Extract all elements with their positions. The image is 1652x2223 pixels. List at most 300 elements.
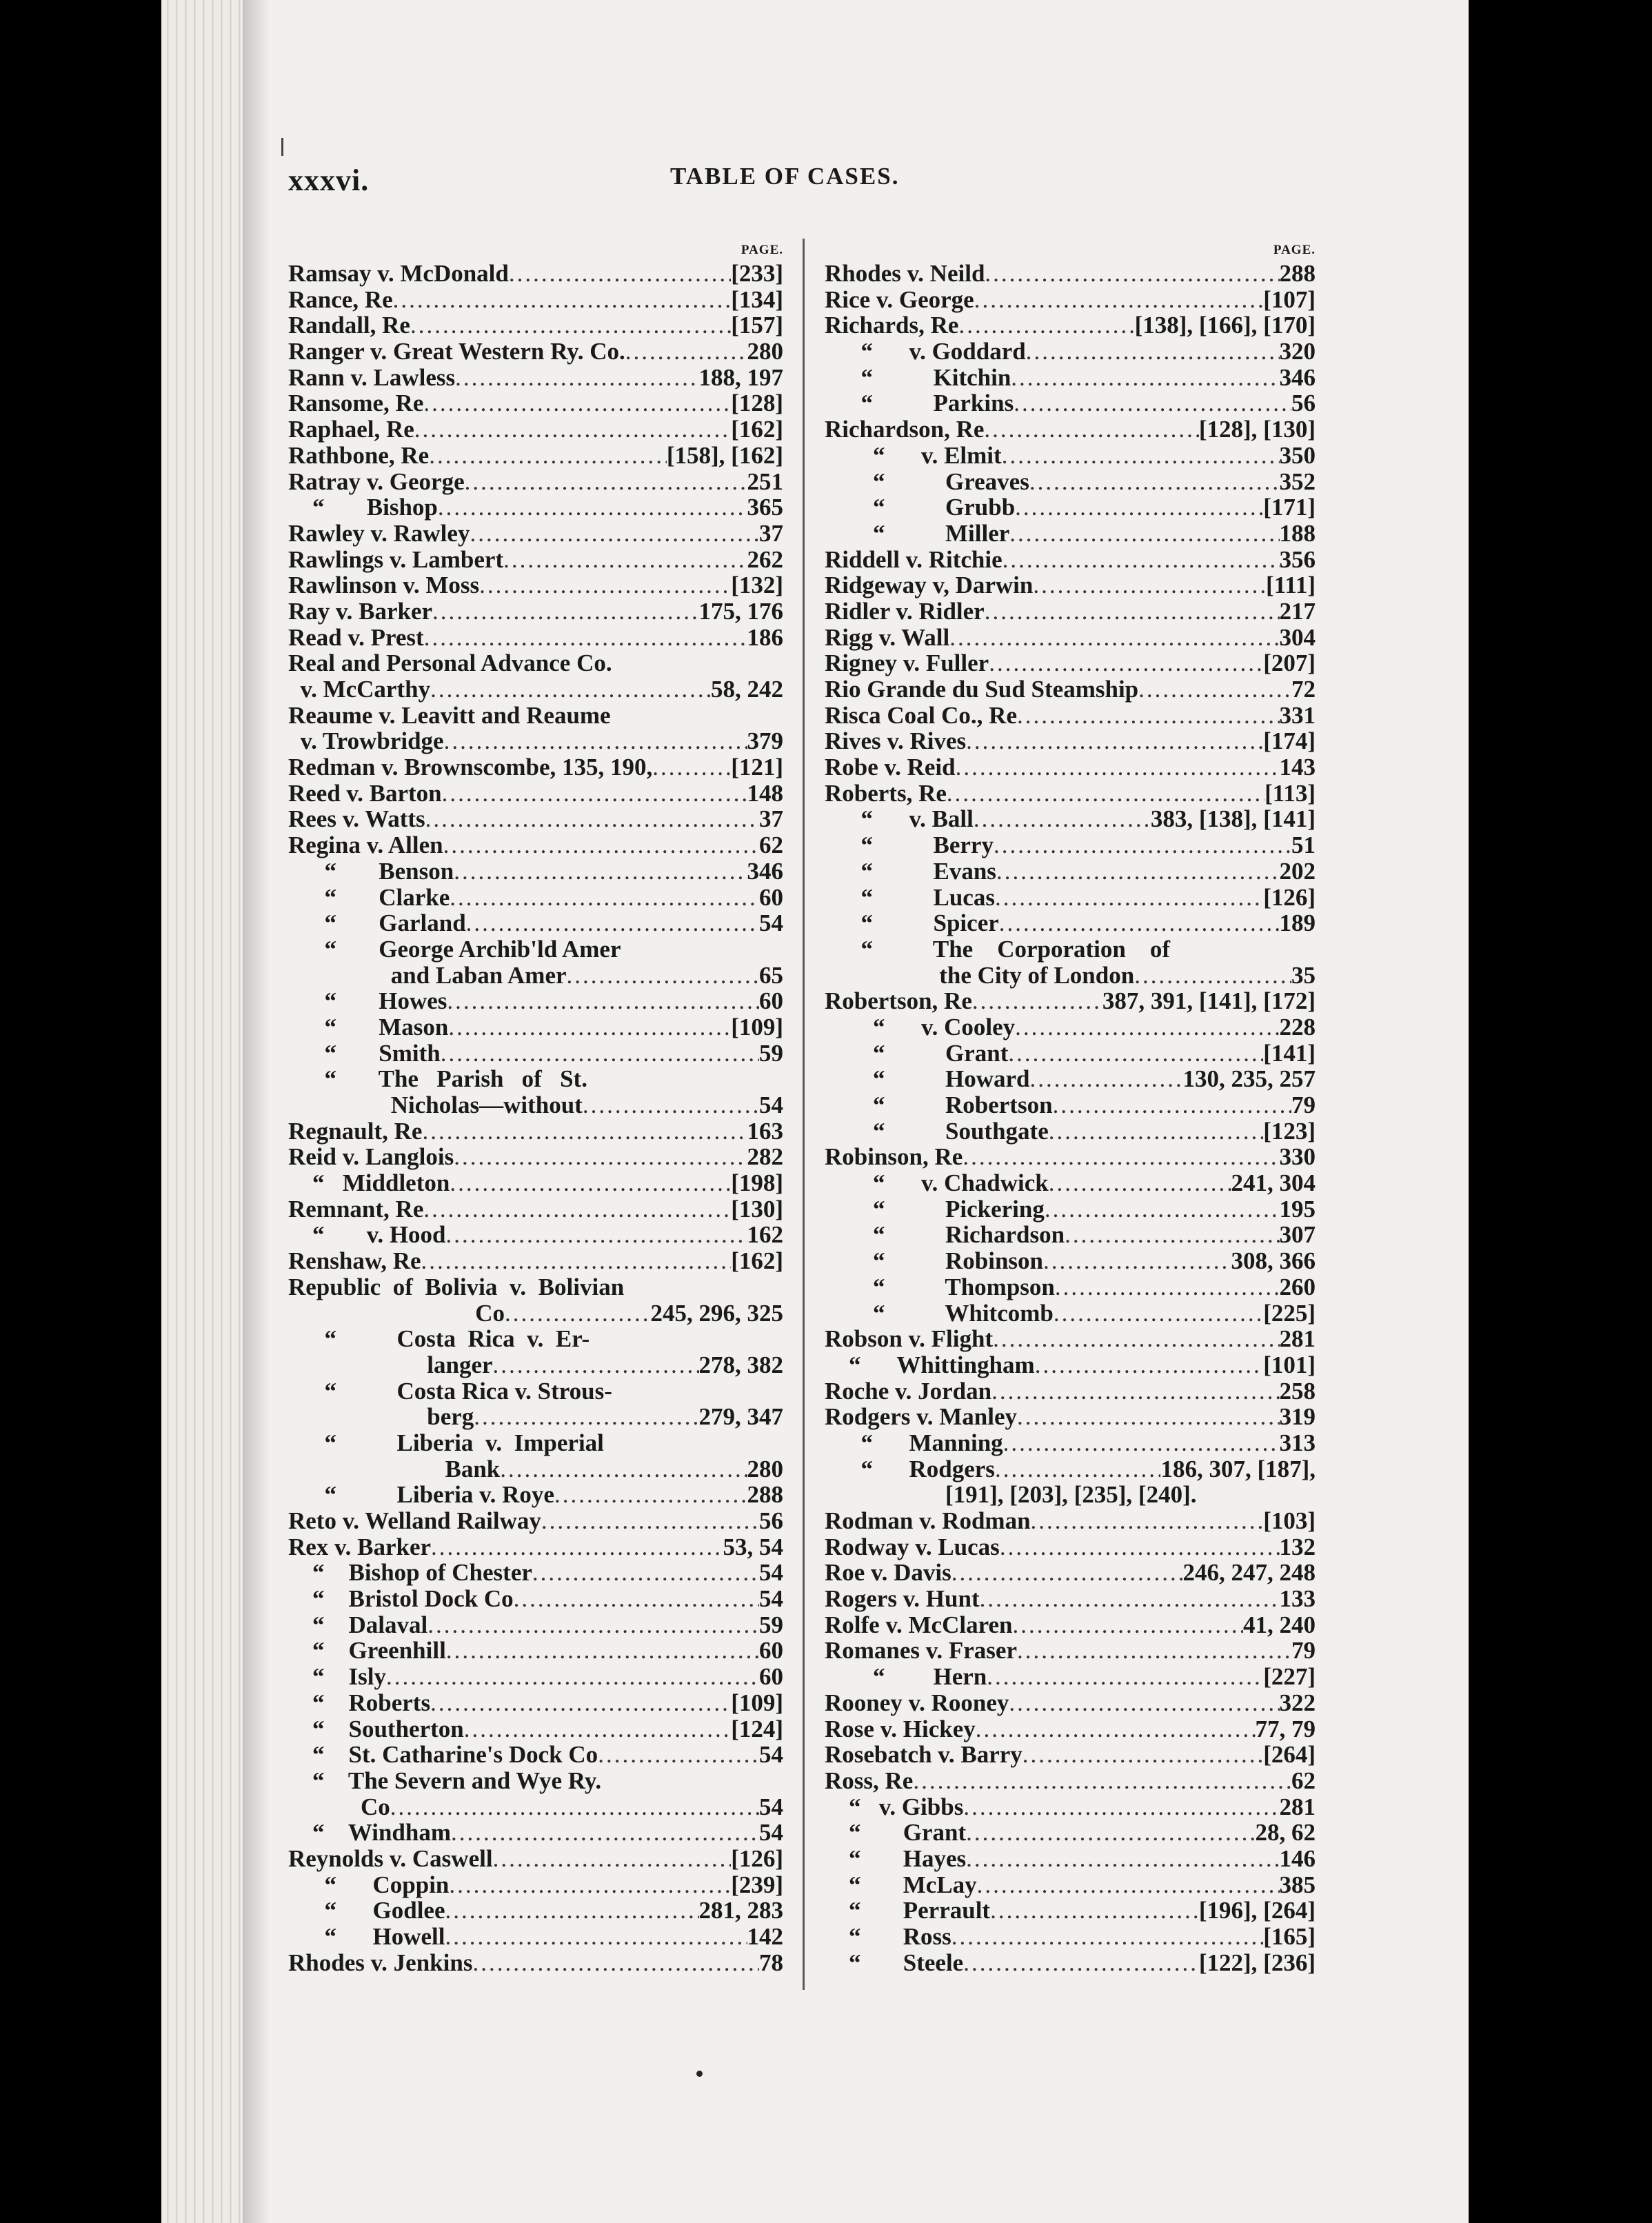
page-ref: [171] xyxy=(1263,494,1316,521)
case-name: “ v. Chadwick xyxy=(825,1169,1049,1197)
page-ref: 288 xyxy=(747,1481,783,1509)
case-entry xyxy=(288,1768,783,1794)
page-ref: 350 xyxy=(1279,441,1316,469)
case-entry xyxy=(288,858,783,885)
dot-leader xyxy=(1035,1352,1264,1378)
page-ref: 60 xyxy=(759,1637,783,1664)
case-entry xyxy=(825,1560,1316,1586)
case-name: “ Bishop xyxy=(288,494,438,521)
case-name: Roche v. Jordan xyxy=(825,1377,992,1405)
case-name: Redman v. Brownscombe, 135, 190, xyxy=(288,754,653,781)
case-entry xyxy=(825,936,1316,963)
case-list xyxy=(825,261,1316,1975)
page-ref: [111] xyxy=(1266,572,1316,599)
case-name: Rees v. Watts xyxy=(288,805,425,833)
dot-leader xyxy=(423,1196,731,1223)
case-name: “ Isly xyxy=(288,1663,386,1691)
case-entry xyxy=(288,598,783,625)
dot-leader xyxy=(466,910,759,936)
case-name: “ Howell xyxy=(288,1923,445,1950)
case-entry xyxy=(825,885,1316,911)
case-entry xyxy=(825,1950,1316,1976)
dot-leader xyxy=(991,1378,1279,1405)
page-ref: 387, 391, [141], [172] xyxy=(1102,987,1316,1015)
page-ref: 282 xyxy=(747,1143,783,1171)
case-name: “ Bristol Dock Co xyxy=(288,1585,514,1613)
case-name: Raphael, Re xyxy=(288,416,414,443)
case-name: berg xyxy=(288,1403,474,1431)
dot-leader xyxy=(1023,1742,1263,1768)
case-entry xyxy=(288,676,783,703)
case-entry xyxy=(288,1820,783,1846)
page-ref: 258 xyxy=(1279,1377,1316,1405)
case-name: “ Roberts xyxy=(288,1689,431,1716)
case-entry xyxy=(825,1612,1316,1638)
page-ref: 72 xyxy=(1291,676,1316,703)
case-entry xyxy=(288,781,783,807)
dot-leader xyxy=(455,365,698,391)
right-column xyxy=(825,243,1316,1975)
dot-leader xyxy=(999,910,1280,936)
case-name: “ v. Elmit xyxy=(825,441,1002,469)
case-entry xyxy=(288,1846,783,1872)
case-entry xyxy=(288,1898,783,1924)
case-entry xyxy=(825,1690,1316,1716)
case-entry xyxy=(288,1586,783,1612)
case-entry xyxy=(825,312,1316,339)
case-entry xyxy=(825,1300,1316,1327)
case-name: “ Godlee xyxy=(288,1897,445,1924)
dot-leader xyxy=(430,1690,731,1716)
case-name: “ Liberia v. Imperial xyxy=(288,1429,604,1456)
case-name: Rolfe v. McClaren xyxy=(825,1611,1013,1638)
page-ref: 56 xyxy=(1291,390,1316,417)
case-name: Robson v. Flight xyxy=(825,1325,994,1353)
case-name: Rives v. Rives xyxy=(825,727,967,755)
case-entry xyxy=(288,1170,783,1196)
case-name: Ramsay v. McDonald xyxy=(288,260,509,287)
page-ref: 202 xyxy=(1279,857,1316,885)
case-name: “ Costa Rica v. Er- xyxy=(288,1325,590,1353)
page-ref: [162] xyxy=(731,1247,783,1275)
case-entry xyxy=(288,936,783,963)
page-ref: 54 xyxy=(759,1793,783,1820)
page-ref: 60 xyxy=(759,1663,783,1691)
dot-leader xyxy=(963,1144,1279,1170)
case-name: Rose v. Hickey xyxy=(825,1715,976,1742)
case-entry xyxy=(825,1248,1316,1274)
page-ref: 365 xyxy=(747,494,783,521)
dot-leader xyxy=(625,339,747,365)
case-name: Richardson, Re xyxy=(825,416,985,443)
page-ref: [157] xyxy=(731,312,783,339)
dot-leader xyxy=(1138,676,1291,703)
case-entry xyxy=(288,1482,783,1508)
case-name: Ransome, Re xyxy=(288,390,424,417)
page-column-heading: PAGE. xyxy=(741,243,783,257)
case-entry xyxy=(288,1872,783,1898)
page-ref: 313 xyxy=(1279,1429,1316,1456)
case-name: “ Thompson xyxy=(825,1273,1055,1300)
case-name: “ Costa Rica v. Strous- xyxy=(288,1377,612,1405)
case-name: Rawlings v. Lambert xyxy=(288,545,504,573)
case-entry xyxy=(825,832,1316,858)
case-name: “ The Severn and Wye Ry. xyxy=(288,1767,602,1794)
case-name: “ Perrault xyxy=(825,1897,991,1924)
case-name: “ Dalaval xyxy=(288,1611,428,1638)
dot-leader xyxy=(464,1716,731,1742)
dot-leader xyxy=(1008,1040,1263,1067)
case-name: Rhodes v. Neild xyxy=(825,260,985,287)
case-name: the City of London xyxy=(825,961,1135,989)
dot-leader xyxy=(1017,1404,1279,1430)
case-entry xyxy=(825,1898,1316,1924)
case-entry xyxy=(288,261,783,287)
dot-leader xyxy=(448,1014,731,1040)
dot-leader xyxy=(951,1560,1183,1586)
case-name: “ Liberia v. Roye xyxy=(288,1481,554,1509)
case-entry xyxy=(825,390,1316,416)
page-ref: 260 xyxy=(1279,1273,1316,1300)
case-name: Rodman v. Rodman xyxy=(825,1507,1031,1534)
case-entry xyxy=(288,1118,783,1145)
case-entry xyxy=(825,1664,1316,1690)
case-name: v. Trowbridge xyxy=(288,727,444,755)
case-name: Rance, Re xyxy=(288,285,393,313)
dot-leader xyxy=(984,416,1198,443)
case-name: Reynolds v. Caswell xyxy=(288,1844,493,1872)
case-name: “ Bishop of Chester xyxy=(288,1559,532,1587)
case-entry xyxy=(288,390,783,416)
case-name: Bank xyxy=(288,1455,501,1482)
case-entry xyxy=(825,469,1316,495)
dot-leader xyxy=(913,1768,1291,1794)
page-ref: 281, 283 xyxy=(698,1897,783,1924)
dot-leader xyxy=(427,1612,759,1638)
case-name: “ Howard xyxy=(825,1065,1030,1093)
page-ref: [162] xyxy=(731,416,783,443)
case-entry xyxy=(288,1534,783,1560)
dot-leader xyxy=(443,832,759,858)
page-ref: [107] xyxy=(1263,285,1316,313)
dot-leader xyxy=(1055,1274,1280,1300)
case-entry xyxy=(288,728,783,754)
page-ref: [134] xyxy=(731,285,783,313)
dot-leader xyxy=(505,1300,650,1327)
case-name: Roberts, Re xyxy=(825,779,947,807)
case-entry xyxy=(288,1352,783,1378)
dot-leader xyxy=(444,728,747,754)
dot-leader xyxy=(1003,547,1280,573)
page-ref: 54 xyxy=(759,909,783,937)
page-ref: 356 xyxy=(1279,545,1316,573)
case-name: “ Grant xyxy=(825,1039,1009,1067)
page-ref: 35 xyxy=(1291,961,1316,989)
case-entry xyxy=(288,1742,783,1768)
page-ref: 148 xyxy=(747,779,783,807)
dot-leader xyxy=(1134,963,1291,989)
dot-leader xyxy=(1000,1534,1280,1560)
case-name: Robinson, Re xyxy=(825,1143,963,1171)
page-ref: 346 xyxy=(747,857,783,885)
case-name: “ Berry xyxy=(825,832,994,859)
dot-leader xyxy=(567,963,759,989)
dot-leader xyxy=(465,469,747,495)
page-title: TABLE OF CASES. xyxy=(670,163,900,190)
page-ref: 280 xyxy=(747,338,783,365)
dot-leader xyxy=(541,1508,759,1534)
case-name: Ridler v. Ridler xyxy=(825,597,985,625)
dot-leader xyxy=(454,1144,747,1170)
case-name: “ v. Cooley xyxy=(825,1013,1016,1040)
dot-leader xyxy=(1017,703,1280,729)
page-ref: [126] xyxy=(1263,883,1316,911)
case-name: “ Smith xyxy=(288,1039,441,1067)
case-entry xyxy=(288,885,783,911)
case-entry xyxy=(288,1430,783,1456)
dot-leader xyxy=(1009,521,1279,547)
case-entry xyxy=(288,1456,783,1482)
case-name: “ Clarke xyxy=(288,883,450,911)
case-entry xyxy=(288,754,783,781)
page-ref: 251 xyxy=(747,467,783,495)
case-entry xyxy=(288,1716,783,1742)
case-entry xyxy=(288,1014,783,1040)
page-ref: 189 xyxy=(1279,909,1316,937)
case-entry xyxy=(825,1456,1316,1482)
case-name: Richards, Re xyxy=(825,312,959,339)
case-entry xyxy=(288,365,783,391)
page-ref: 62 xyxy=(759,832,783,859)
dot-leader xyxy=(1012,1612,1243,1638)
case-entry xyxy=(825,1274,1316,1300)
case-name: Rigg v. Wall xyxy=(825,623,950,651)
case-entry xyxy=(825,988,1316,1014)
dot-leader xyxy=(450,1170,731,1196)
case-name: “ Windham xyxy=(288,1819,452,1847)
dot-leader xyxy=(554,1482,747,1508)
page-ref: 37 xyxy=(759,519,783,547)
case-entry xyxy=(825,676,1316,703)
dot-leader xyxy=(974,806,1151,832)
case-name: “ v. Goddard xyxy=(825,338,1026,365)
case-entry xyxy=(825,1846,1316,1872)
page-ref: 281 xyxy=(1279,1325,1316,1353)
page-ref: 346 xyxy=(1279,363,1316,391)
dot-leader xyxy=(503,547,747,573)
page-ref: [233] xyxy=(731,260,783,287)
case-entry xyxy=(288,625,783,651)
case-entry xyxy=(825,1196,1316,1223)
case-name: Rann v. Lawless xyxy=(288,363,456,391)
case-entry xyxy=(825,1768,1316,1794)
dot-leader xyxy=(1033,572,1266,598)
dot-leader xyxy=(995,885,1263,911)
dot-leader xyxy=(1031,1508,1264,1534)
case-entry xyxy=(288,963,783,989)
page-ref: [130] xyxy=(731,1195,783,1223)
page-ref: 28, 62 xyxy=(1255,1819,1316,1847)
page-ref: 146 xyxy=(1279,1844,1316,1872)
case-entry xyxy=(825,1144,1316,1170)
case-entry xyxy=(825,547,1316,573)
case-entry xyxy=(288,910,783,936)
page-ref: 60 xyxy=(759,883,783,911)
case-name: “ Spicer xyxy=(825,909,999,937)
case-name: Rooney v. Rooney xyxy=(825,1689,1009,1716)
page-ref: 281 xyxy=(1279,1793,1316,1820)
case-entry xyxy=(825,1404,1316,1430)
page-ref: 59 xyxy=(759,1039,783,1067)
case-entry xyxy=(825,650,1316,676)
case-name: “ v. Gibbs xyxy=(825,1793,964,1820)
case-name: [191], [203], [235], [240]. xyxy=(825,1481,1197,1509)
page-ref: [123] xyxy=(1263,1117,1316,1145)
page-ref: 186 xyxy=(747,623,783,651)
page-column-heading: PAGE. xyxy=(1273,243,1316,257)
dot-leader xyxy=(532,1560,759,1586)
page-ref: [113] xyxy=(1265,779,1316,807)
case-entry xyxy=(288,1248,783,1274)
dot-leader xyxy=(474,1404,698,1430)
case-entry xyxy=(825,910,1316,936)
case-entry xyxy=(288,521,783,547)
case-name: “ St. Catharine's Dock Co xyxy=(288,1741,598,1769)
dot-leader xyxy=(1053,1092,1291,1118)
case-name: “ The Parish of St. xyxy=(288,1065,587,1093)
case-entry xyxy=(288,287,783,313)
case-entry xyxy=(288,1378,783,1405)
dot-leader xyxy=(583,1092,759,1118)
case-entry xyxy=(825,261,1316,287)
dot-leader xyxy=(421,1248,732,1274)
case-entry xyxy=(825,1742,1316,1768)
case-name: “ Garland xyxy=(288,909,466,937)
page-ref: 322 xyxy=(1279,1689,1316,1716)
page-ref: 54 xyxy=(759,1741,783,1769)
page-ref: 60 xyxy=(759,987,783,1015)
page-ref: [196], [264] xyxy=(1198,1897,1316,1924)
case-name: Reto v. Welland Railway xyxy=(288,1507,541,1534)
dot-leader xyxy=(429,443,667,469)
dot-leader xyxy=(1014,390,1291,416)
case-entry xyxy=(288,1924,783,1950)
page-ref: [138], [166], [170] xyxy=(1134,312,1316,339)
dot-leader xyxy=(1015,1014,1279,1040)
case-name: “ The Corporation of xyxy=(825,935,1171,963)
page-ref: 304 xyxy=(1279,623,1316,651)
dot-leader xyxy=(1003,1430,1280,1456)
case-entry xyxy=(825,521,1316,547)
dot-leader xyxy=(454,858,747,885)
case-name: Real and Personal Advance Co. xyxy=(288,650,612,677)
case-name: Reed v. Barton xyxy=(288,779,442,807)
dot-leader xyxy=(479,572,731,598)
page-ref: 79 xyxy=(1291,1092,1316,1118)
dot-leader xyxy=(514,1586,759,1612)
case-name: and Laban Amer xyxy=(288,961,567,989)
page-number: xxxvi. xyxy=(288,163,370,197)
dot-leader xyxy=(441,1040,759,1067)
page-ref: 41, 240 xyxy=(1243,1611,1316,1638)
case-name: “ Lucas xyxy=(825,883,995,911)
dot-leader xyxy=(947,781,1265,807)
page-ref: 65 xyxy=(759,961,783,989)
case-name: Rio Grande du Sud Steamship xyxy=(825,676,1139,703)
dot-leader xyxy=(432,598,698,625)
page-ref: [264] xyxy=(1263,1741,1316,1769)
dot-leader xyxy=(963,1794,1279,1820)
page-ref: 379 xyxy=(747,727,783,755)
dot-leader xyxy=(1043,1248,1231,1274)
case-entry xyxy=(825,625,1316,651)
dot-leader xyxy=(963,1950,1199,1976)
dot-leader xyxy=(966,1820,1255,1846)
case-entry xyxy=(825,1040,1316,1067)
case-entry xyxy=(825,1222,1316,1248)
dot-leader xyxy=(449,1872,731,1898)
dot-leader xyxy=(1030,1066,1183,1092)
case-name: Ridgeway v, Darwin xyxy=(825,572,1034,599)
case-entry xyxy=(825,416,1316,443)
page-ref: 54 xyxy=(759,1819,783,1847)
case-entry xyxy=(288,1196,783,1223)
page-ref: 142 xyxy=(747,1923,783,1950)
page-ref: [128] xyxy=(731,390,783,417)
case-name: “ v. Hood xyxy=(288,1221,446,1249)
dot-leader xyxy=(472,1950,759,1976)
page-mark xyxy=(281,138,283,156)
case-name: v. McCarthy xyxy=(288,676,431,703)
case-entry xyxy=(825,365,1316,391)
dot-leader xyxy=(442,781,747,807)
page-ref: 133 xyxy=(1279,1585,1316,1613)
case-entry xyxy=(288,703,783,729)
page-ref: 175, 176 xyxy=(698,597,783,625)
case-name: Randall, Re xyxy=(288,312,410,339)
case-entry xyxy=(288,832,783,858)
dot-leader xyxy=(652,754,731,781)
case-entry xyxy=(825,1872,1316,1898)
page-ref: 217 xyxy=(1279,597,1316,625)
page-ref: [225] xyxy=(1263,1299,1316,1327)
page-ref: 319 xyxy=(1279,1403,1316,1431)
page-ref: 62 xyxy=(1291,1767,1316,1794)
page-ref: 307 xyxy=(1279,1221,1316,1249)
case-name: Rathbone, Re xyxy=(288,441,430,469)
case-name: Regnault, Re xyxy=(288,1117,423,1145)
dot-leader xyxy=(972,988,1102,1014)
dot-leader xyxy=(470,521,759,547)
case-entry xyxy=(825,1794,1316,1820)
dot-leader xyxy=(1049,1170,1231,1196)
case-name: “ Parkins xyxy=(825,390,1014,417)
page-ref: [109] xyxy=(731,1689,783,1716)
dot-leader xyxy=(996,858,1280,885)
dot-leader xyxy=(958,312,1134,339)
case-entry xyxy=(825,1170,1316,1196)
case-name: Robe v. Reid xyxy=(825,754,956,781)
gutter-shadow xyxy=(243,0,270,2223)
page-ref: 77, 79 xyxy=(1255,1715,1316,1742)
page-ref: [121] xyxy=(731,754,783,781)
dot-leader xyxy=(493,1352,699,1378)
page-ref: 163 xyxy=(747,1117,783,1145)
page-ref: 288 xyxy=(1279,260,1316,287)
case-entry xyxy=(825,339,1316,365)
page-ref: 278, 382 xyxy=(698,1351,783,1378)
page-ref: 279, 347 xyxy=(698,1403,783,1431)
